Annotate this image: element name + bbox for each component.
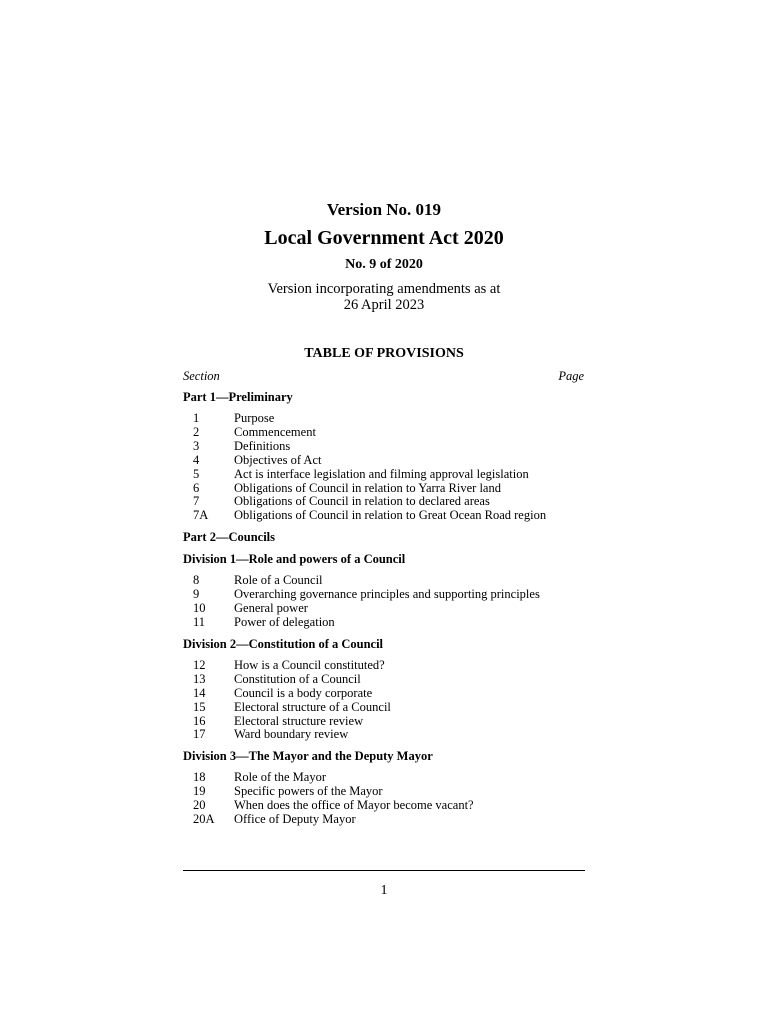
toc-entry-number: 14 — [193, 685, 206, 700]
toc-entry-title: Constitution of a Council — [234, 671, 361, 686]
page-column-label: Page — [558, 369, 584, 383]
toc-entry-title: Role of a Council — [234, 573, 323, 588]
toc-entry-number: 20 — [193, 798, 206, 813]
subtitle-line-2: 26 April 2023 — [343, 297, 425, 313]
toc-entry-title: Power of delegation — [234, 614, 335, 629]
toc-group-heading: Division 1—Role and powers of a Council — [183, 552, 406, 567]
toc-entry[interactable] — [183, 771, 585, 785]
toc-entry-title: Electoral structure of a Council — [234, 699, 391, 714]
toc-entry[interactable] — [183, 574, 585, 588]
toc-group-heading: Part 2—Councils — [183, 530, 276, 545]
toc-heading: TABLE OF PROVISIONS — [304, 346, 464, 361]
toc-entry-title: When does the office of Mayor become vacant? — [234, 798, 474, 813]
toc-entry[interactable] — [183, 426, 585, 440]
toc-entry[interactable] — [183, 616, 585, 630]
document-page — [183, 0, 585, 1024]
toc-entry-number: 2 — [193, 424, 200, 439]
toc-entry-number: 17 — [193, 727, 206, 742]
toc-entry-title: Overarching governance principles and supporting principles — [234, 587, 540, 602]
toc-entry-number: 8 — [193, 573, 200, 588]
toc-entry[interactable] — [183, 659, 585, 673]
toc-entry-title: Commencement — [234, 424, 316, 439]
toc-entry-number: 18 — [193, 770, 206, 785]
toc-entry-number: 4 — [193, 452, 200, 467]
toc-entry-title: Specific powers of the Mayor — [234, 784, 383, 799]
toc-entry[interactable] — [183, 799, 585, 813]
toc-entry-title: Council is a body corporate — [234, 685, 373, 700]
subtitle-line-1: Version incorporating amendments as at — [267, 281, 501, 297]
toc-entry-title: Objectives of Act — [234, 452, 322, 467]
toc-entry-number: 13 — [193, 671, 206, 686]
page-number: 1 — [380, 883, 388, 898]
table-of-provisions — [183, 390, 585, 827]
toc-entry-number: 6 — [193, 480, 200, 495]
toc-entry-number: 12 — [193, 657, 206, 672]
toc-entry-number: 5 — [193, 466, 200, 481]
toc-entry-number: 1 — [193, 411, 200, 425]
toc-entry[interactable] — [183, 440, 585, 454]
toc-entry-number: 7A — [193, 508, 209, 523]
section-column-label: Section — [183, 369, 220, 383]
toc-entry[interactable] — [183, 602, 585, 616]
toc-entry[interactable] — [183, 412, 585, 426]
version-subtitle — [183, 281, 585, 313]
toc-entry-title: Obligations of Council in relation to Yarra River land — [234, 480, 501, 495]
toc-entry[interactable] — [183, 509, 585, 523]
toc-entry-title: Act is interface legislation and filming approval legislation — [234, 466, 529, 481]
toc-group-heading: Division 2—Constitution of a Council — [183, 636, 384, 651]
toc-entry[interactable] — [183, 588, 585, 602]
toc-entry[interactable] — [183, 785, 585, 799]
toc-entry-title: Purpose — [234, 411, 275, 425]
toc-group-heading: Division 3—The Mayor and the Deputy Mayor — [183, 749, 433, 764]
toc-column-headers — [183, 369, 585, 384]
toc-entry[interactable] — [183, 468, 585, 482]
toc-entry[interactable] — [183, 701, 585, 715]
toc-group-heading: Part 1—Preliminary — [183, 390, 293, 404]
toc-entry-number: 15 — [193, 699, 206, 714]
toc-entry-number: 20A — [193, 812, 215, 827]
act-title: Local Government Act 2020 — [264, 227, 504, 249]
toc-entry-title: Obligations of Council in relation to Great Ocean Road region — [234, 508, 547, 523]
toc-entry-title: Electoral structure review — [234, 713, 364, 728]
toc-entry-title: Role of the Mayor — [234, 770, 326, 785]
toc-entry-title: Definitions — [234, 438, 291, 453]
toc-entry-number: 7 — [193, 494, 200, 509]
toc-entry-title: Ward boundary review — [234, 727, 349, 742]
toc-entry-title: Office of Deputy Mayor — [234, 812, 356, 827]
footer-rule — [183, 870, 585, 871]
toc-entry-title: General power — [234, 601, 308, 616]
act-number: No. 9 of 2020 — [345, 257, 423, 272]
version-number: Version No. 019 — [326, 200, 442, 219]
toc-entry[interactable] — [183, 813, 585, 827]
toc-entry-number: 3 — [193, 438, 200, 453]
toc-entry[interactable] — [183, 482, 585, 496]
toc-entry-number: 16 — [193, 713, 206, 728]
toc-entry[interactable] — [183, 454, 585, 468]
toc-entry[interactable] — [183, 715, 585, 729]
toc-entry-title: Obligations of Council in relation to declared areas — [234, 494, 490, 509]
toc-entry-number: 9 — [193, 587, 200, 602]
toc-entry-number: 11 — [193, 614, 206, 629]
toc-entry-title: How is a Council constituted? — [234, 657, 385, 672]
toc-entry[interactable] — [183, 673, 585, 687]
toc-entry-number: 19 — [193, 784, 206, 799]
toc-entry[interactable] — [183, 495, 585, 509]
toc-entry[interactable] — [183, 687, 585, 701]
toc-entry[interactable] — [183, 728, 585, 742]
toc-entry-number: 10 — [193, 601, 206, 616]
